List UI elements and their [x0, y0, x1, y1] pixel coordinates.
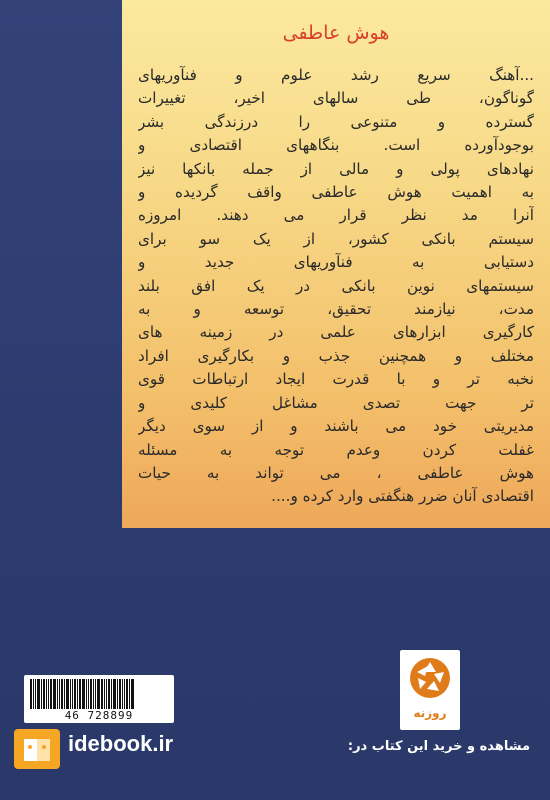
synopsis-line: مدیریتی خود می باشند و از سوی دیگر	[138, 417, 534, 436]
synopsis	[138, 64, 534, 509]
aperture-icon	[408, 656, 452, 700]
synopsis-line: اقتصادی آنان ضرر هنگفتی وارد کرده و....	[271, 487, 534, 506]
synopsis-line: بوجودآورده است. بنگاههای اقتصادی و	[138, 136, 534, 155]
synopsis-line: نهادهای پولی و مالی از جمله بانکها نیز	[138, 159, 534, 178]
book-title: هوش عاطفی	[282, 22, 390, 44]
synopsis-line: تر جهت تصدی مشاغل کلیدی و	[138, 393, 534, 412]
synopsis-line: سیستمهای نوین بانکی در یک افق بلند	[138, 276, 534, 295]
synopsis-line: سیستم بانکی کشور، از یک سو برای	[138, 229, 534, 248]
synopsis-line: آنرا مد نظر قرار می دهند. امروزه	[138, 206, 534, 225]
synopsis-line: هوش عاطفی ، می تواند به حیات	[138, 463, 534, 482]
barcode-bars	[30, 679, 168, 709]
publisher-logo-box	[400, 650, 460, 730]
promo-text: مشاهده و خرید این کتاب در:	[347, 739, 530, 754]
publisher-name: روزنه	[413, 706, 447, 720]
promo-banner	[0, 727, 550, 769]
synopsis-line: کارگیری ابزارهای علمی در زمینه های	[138, 323, 534, 342]
synopsis-line: ...آهنگ سریع رشد علوم و فنآوریهای	[138, 66, 534, 84]
synopsis-line: دستیابی به فنآوریهای جدید و	[138, 253, 534, 272]
barcode	[24, 675, 174, 723]
synopsis-line: به اهمیت هوش عاطفی واقف گردیده و	[138, 183, 534, 202]
promo-site-link[interactable]: idebook.ir	[68, 731, 174, 756]
synopsis-line: مدت، نیازمند تحقیق، توسعه و به	[138, 300, 534, 319]
synopsis-line: گسترده و متنوعی را درزندگی بشر	[138, 112, 534, 131]
synopsis-line: نخبه تر و با قدرت ایجاد ارتباطات قوی	[138, 370, 534, 389]
barcode-number: 46 728899	[64, 709, 134, 722]
book-icon	[14, 729, 60, 769]
synopsis-line: مختلف و همچنین جذب و بکارگیری افراد	[138, 346, 534, 365]
synopsis-line: غفلت کردن وعدم توجه به مسئله	[138, 440, 534, 459]
synopsis-line: گوناگون، طی سالهای اخیر، تغییرات	[138, 89, 534, 108]
